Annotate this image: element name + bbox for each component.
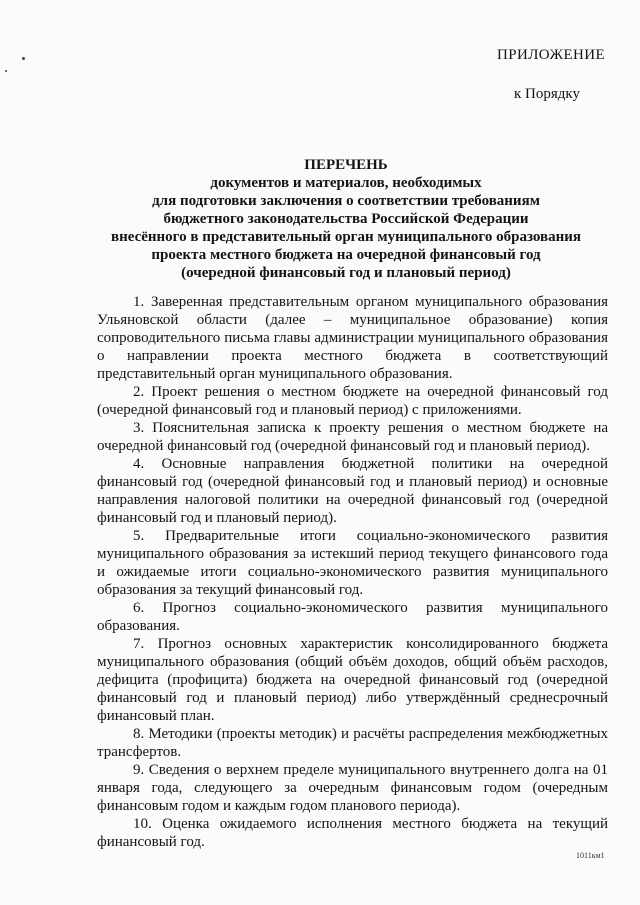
list-item: 5. Предварительные итоги социально-экономического развития муниципального образования за истекший период текущего финансового года и ожидаемые итоги социально-экономического развития муниципального образования за текущий финансовый год. <box>97 528 608 598</box>
appendix-reference: к Порядку <box>514 86 580 102</box>
title-line: документов и материалов, необходимых <box>210 175 482 191</box>
title-line: внесённого в представительный орган муниципального образования <box>110 229 582 245</box>
list-item: 7. Прогноз основных характеристик консолидированного бюджета муниципального образования (общий объём доходов, общий объём расходов, дефицита (профицита) бюджета на очередной финансовый год (очередной финансовый год и плановый период) либо утверждённый среднесрочный финансовый план. <box>97 636 608 724</box>
appendix-label: ПРИЛОЖЕНИЕ <box>497 47 606 63</box>
scan-speck <box>5 70 7 72</box>
list-item: 9. Сведения о верхнем пределе муниципального внутреннего долга на 01 января года, следующего за очередным финансовым годом (очередным финансовым годом и каждым годом планового периода). <box>97 762 608 814</box>
title-line: ПЕРЕЧЕНЬ <box>304 157 388 173</box>
document-title <box>90 156 602 282</box>
list-item: 2. Проект решения о местном бюджете на очередной финансовый год (очередной финансовый год и плановый период) с приложениями. <box>97 384 608 418</box>
list-item: 10. Оценка ожидаемого исполнения местного бюджета на текущий финансовый год. <box>97 816 608 850</box>
list-item: 1. Заверенная представительным органом муниципального образования Ульяновской области (далее – муниципальное образование) копия сопроводительного письма главы администрации муниципального образования о направлении проекта местного бюджета в соответствующий представительный орган муниципального образования. <box>97 294 608 382</box>
title-line: для подготовки заключения о соответствии требованиям <box>152 193 540 209</box>
scan-speck <box>22 57 25 60</box>
title-line: (очередной финансовый год и плановый период) <box>181 265 511 281</box>
title-line: бюджетного законодательства Российской Федерации <box>163 211 529 227</box>
title-line: проекта местного бюджета на очередной финансовый год <box>151 247 541 263</box>
document-list <box>97 293 608 851</box>
document-code: 1011км1 <box>576 851 605 860</box>
list-item: 6. Прогноз социально-экономического развития муниципального образования. <box>97 600 608 634</box>
list-item: 4. Основные направления бюджетной политики на очередной финансовый год (очередной финансовый год и плановый период) и основные направления налоговой политики на очередной финансовый год (очередной финансовый год и плановый период). <box>97 456 608 526</box>
list-item: 3. Пояснительная записка к проекту решения о местном бюджете на очередной финансовый год (очередной финансовый год и плановый период). <box>97 420 608 454</box>
list-item: 8. Методики (проекты методик) и расчёты распределения межбюджетных трансфертов. <box>97 726 608 760</box>
